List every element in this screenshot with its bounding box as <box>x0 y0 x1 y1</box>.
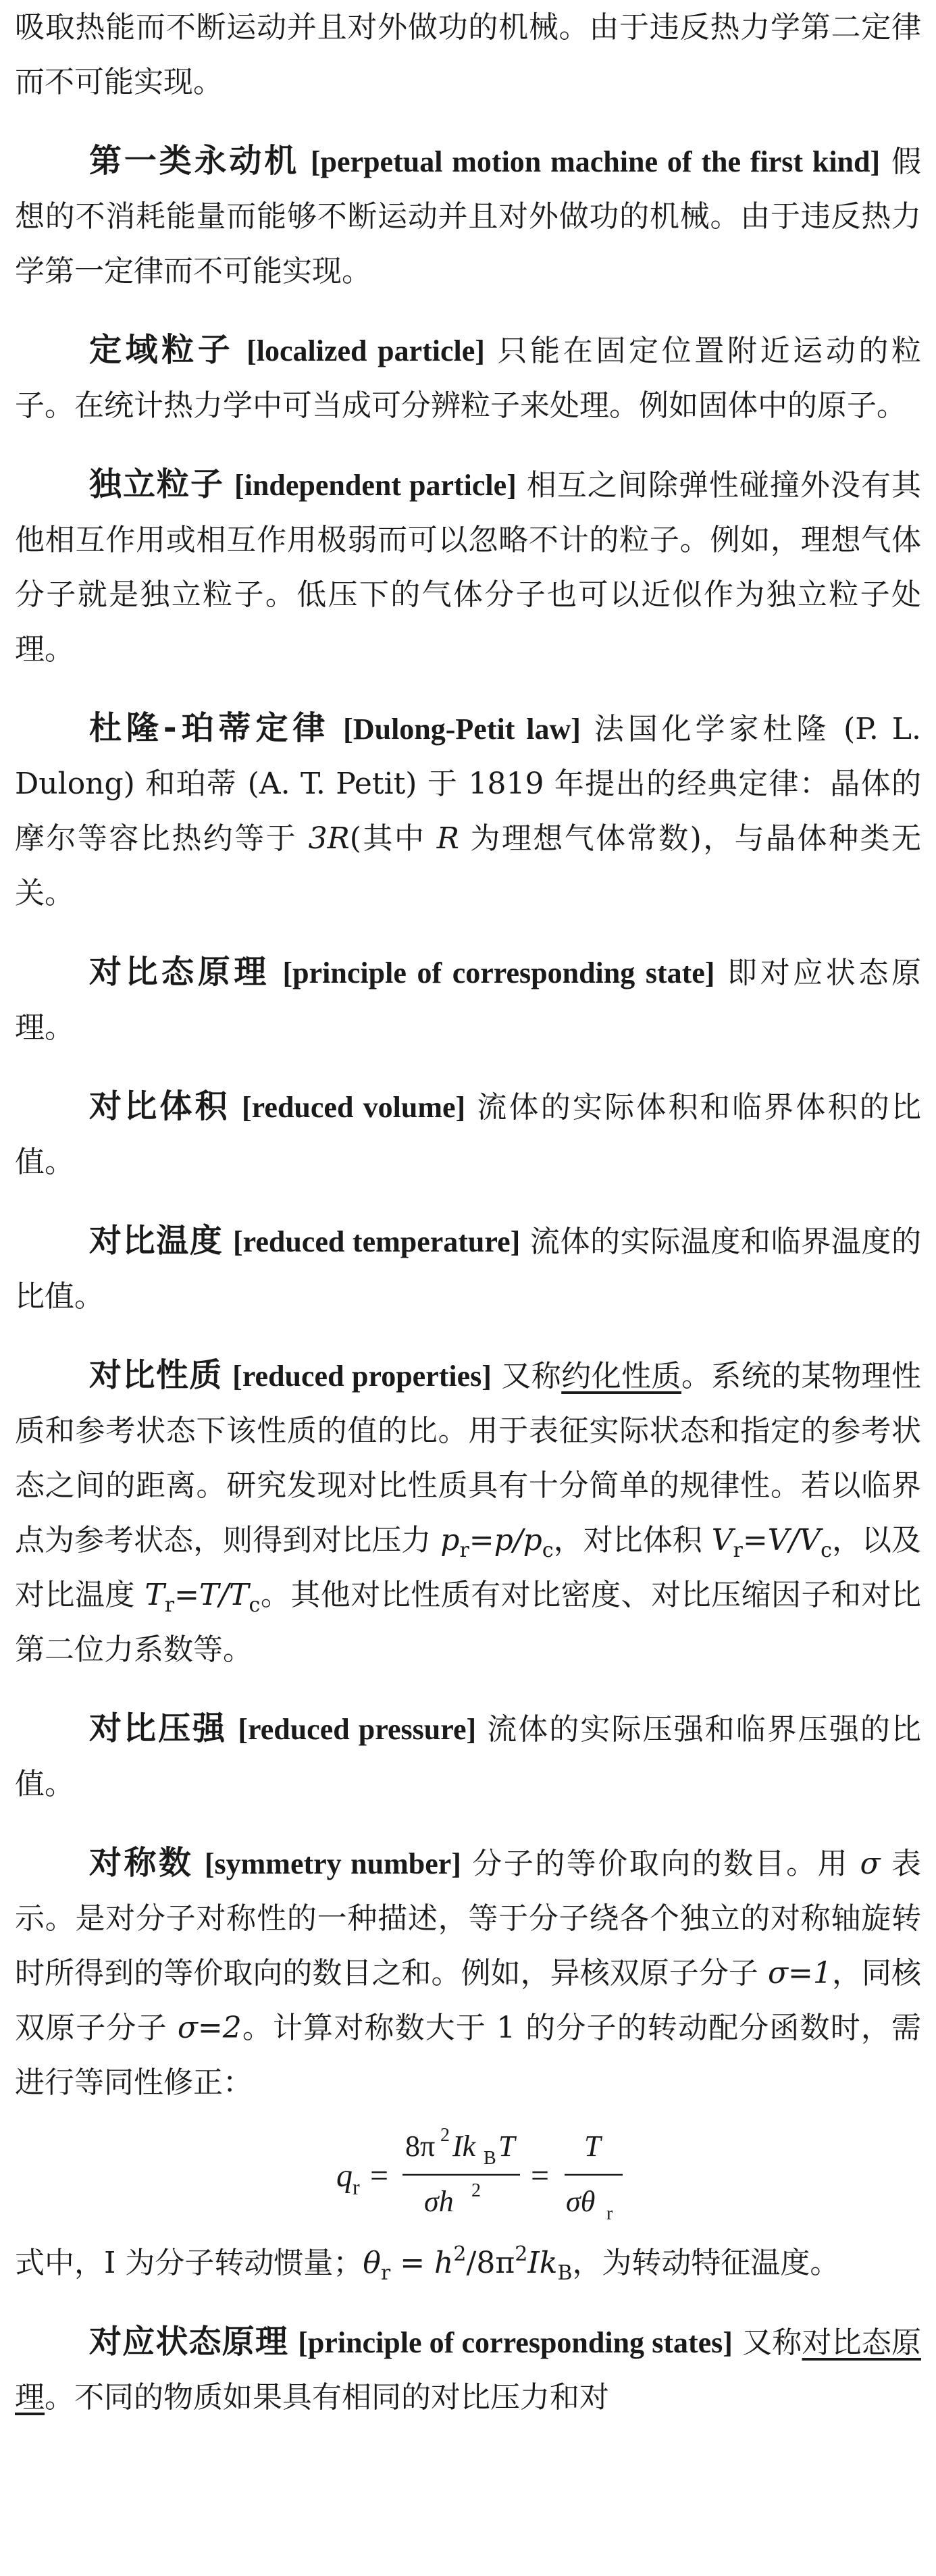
entry-definition: 流体的实际体积和临界体积的比值。 <box>15 1090 921 1179</box>
rotational-partition-formula <box>15 2110 921 2236</box>
entry-english: [independent particle] <box>234 469 517 502</box>
explanation-text: ，为转动特征温度。 <box>572 2246 840 2280</box>
math-expression: =T/T <box>174 1578 249 1612</box>
entry-english: [perpetual motion machine of the first kind] <box>310 145 881 178</box>
formula-graphic <box>15 2110 921 2236</box>
explanation-text: 式中，I 为分子转动惯量； <box>15 2246 363 2280</box>
entry-term: 独立粒子 <box>89 465 225 503</box>
entry-english: [principle of corresponding states] <box>298 2326 733 2359</box>
entry-term: 定域粒子 <box>89 331 234 369</box>
dictionary-page <box>15 0 921 2425</box>
definition-text: 。不同的物质如果具有相同的对比压力和对 <box>45 2380 609 2415</box>
entry-definition <box>15 1359 921 1667</box>
definition-text: 。其他对比性质有对比密度、对比压缩因子和对比第二位力系数等。 <box>15 1578 921 1667</box>
entry-english: [reduced volume] <box>242 1091 466 1124</box>
entry-term: 第一类永动机 <box>89 142 300 180</box>
entry-reduced-temperature <box>15 1214 921 1324</box>
formula-den2-sigma-theta: σθ <box>566 2185 596 2218</box>
math-p: p <box>440 1523 460 1557</box>
entry-reduced-volume <box>15 1079 921 1189</box>
entry-term: 对应状态原理 <box>89 2323 289 2361</box>
entry-term: 杜隆-珀蒂定律 <box>89 709 330 747</box>
math-superscript: 2 <box>453 2242 467 2266</box>
definition-text: 表示。是对分子对称性的一种描述，等于分子绕各个独立的对称轴旋转时所得到的等价取向的数目之和。例如，异核双原子分子 <box>15 1847 921 1990</box>
math-subscript: r <box>164 1593 175 1617</box>
entry-definition: 假想的不消耗能量而能够不断运动并且对外做功的机械。由于违反热力学第一定律而不可能实现。 <box>15 145 921 288</box>
math-subscript: r <box>733 1539 743 1562</box>
formula-explanation <box>15 2236 921 2290</box>
formula-num1-b-sub: B <box>484 2148 496 2169</box>
entry-term: 对比体积 <box>89 1087 230 1125</box>
math-sigma-eq-1: σ=1 <box>767 1956 832 1990</box>
math-superscript: 2 <box>515 2242 528 2266</box>
formula-equals-2: = <box>531 2158 550 2194</box>
entry-reduced-pressure <box>15 1701 921 1811</box>
math-r: R <box>436 821 459 856</box>
math-expression: =p/p <box>469 1523 542 1557</box>
definition-text: ，同核双原子分子 <box>15 1956 922 2045</box>
entry-term: 对称数 <box>89 1844 194 1882</box>
cross-reference-link[interactable]: 对比态原理 <box>15 2325 921 2415</box>
entry-english: [symmetry number] <box>204 1847 461 1880</box>
math-subscript: B <box>557 2261 573 2285</box>
formula-num1-t: T <box>498 2130 515 2163</box>
formula-q: q <box>336 2158 353 2194</box>
entry-definition <box>15 1847 921 2100</box>
formula-num1-ik: Ik <box>452 2130 476 2163</box>
entry-english: [Dulong-Petit law] <box>343 713 581 746</box>
entry-term: 对比态原理 <box>89 953 270 991</box>
entry-english: [reduced properties] <box>232 1360 492 1393</box>
entry-principle-corresponding-state <box>15 945 921 1055</box>
entry-term: 对比温度 <box>89 1222 224 1260</box>
formula-den1-h-sup: 2 <box>471 2180 481 2201</box>
definition-text: 又称 <box>742 2325 802 2360</box>
entry-dulong-petit-law <box>15 701 921 921</box>
formula-den2-r-sub: r <box>606 2203 613 2224</box>
cross-reference-link[interactable]: 约化性质 <box>561 1359 681 1393</box>
entry-definition: 相互之间除弹性碰撞外没有其他相互作用或相互作用极弱而可以忽略不计的粒子。例如，理想气体分子就是独立粒子。低压下的气体分子也可以近似作为独立粒子处理。 <box>15 468 921 667</box>
entry-english: [reduced temperature] <box>232 1225 521 1258</box>
entry-definition: 即对应状态原理。 <box>15 956 921 1045</box>
entry-definition: 流体的实际压强和临界压强的比值。 <box>15 1712 921 1801</box>
entry-perpetual-motion-first-kind <box>15 134 921 299</box>
math-expression: /8π <box>466 2246 515 2280</box>
math-v: V <box>711 1523 733 1557</box>
entry-reduced-properties <box>15 1348 921 1677</box>
definition-text: ，以及对比温度 <box>15 1523 921 1612</box>
math-subscript: c <box>821 1539 832 1562</box>
entry-english: [principle of corresponding state] <box>282 956 715 989</box>
entry-independent-particle <box>15 457 921 677</box>
definition-text: (其中 <box>349 821 437 856</box>
math-subscript: r <box>459 1539 469 1562</box>
entry-english: [reduced pressure] <box>238 1713 477 1746</box>
math-theta: θ <box>363 2246 381 2280</box>
formula-num2-t: T <box>584 2130 601 2163</box>
formula-den1-sigma-h: σh <box>424 2185 454 2218</box>
entry-definition: 只能在固定位置附近运动的粒子。在统计热力学中可当成可分辨粒子来处理。例如固体中的原子。 <box>15 334 921 423</box>
math-expression: =V/V <box>742 1523 821 1557</box>
formula-num1-8pi: 8π <box>405 2130 436 2163</box>
entry-localized-particle <box>15 323 921 433</box>
definition-text: 又称 <box>501 1359 562 1393</box>
entry-term: 对比压强 <box>89 1709 228 1747</box>
formula-num1-pi-sup: 2 <box>440 2125 450 2146</box>
definition-text: 。系统的某物理性质和参考状态下该性质的值的比。用于表征实际状态和指定的参考状态之间的距离。研究发现对比性质具有十分简单的规律性。若以临界点为参考状态，则得到对比压力 <box>15 1359 921 1557</box>
math-expression: = h <box>390 2246 454 2280</box>
entry-english: [localized particle] <box>246 334 485 367</box>
math-expression: Ik <box>527 2246 558 2280</box>
definition-text: 分子的等价取向的数目。用 <box>472 1847 860 1881</box>
entry-principle-corresponding-states <box>15 2315 921 2425</box>
entry-term: 对比性质 <box>89 1356 223 1394</box>
formula-equals-1: = <box>370 2158 389 2194</box>
entry-symmetry-number <box>15 1836 921 2110</box>
entry-definition: 流体的实际温度和临界温度的比值。 <box>15 1225 921 1314</box>
continued-entry-text: 吸取热能而不断运动并且对外做功的机械。由于违反热力学第二定律而不可能实现。 <box>15 10 921 99</box>
definition-text: 。计算对称数大于 1 的分子的转动配分函数时，需进行等同性修正： <box>15 2011 921 2100</box>
formula-q-subscript: r <box>353 2175 360 2199</box>
math-sigma-eq-2: σ=2 <box>177 2011 242 2045</box>
math-3r: 3R <box>308 821 350 856</box>
math-subscript: r <box>380 2261 391 2285</box>
math-t: T <box>145 1578 165 1612</box>
math-sigma: σ <box>860 1847 881 1881</box>
math-subscript: c <box>542 1539 554 1562</box>
definition-text: ，对比体积 <box>553 1523 712 1557</box>
definition-text: 为理想气体常数)，与晶体种类无关。 <box>15 821 921 910</box>
definition-text: 法国化学家杜隆 (P. L. Dulong) 和珀蒂 (A. T. Petit) 于 1819 年提出的经典定律：晶体的摩尔等容比热约等于 <box>15 712 921 856</box>
math-subscript: c <box>249 1593 261 1617</box>
